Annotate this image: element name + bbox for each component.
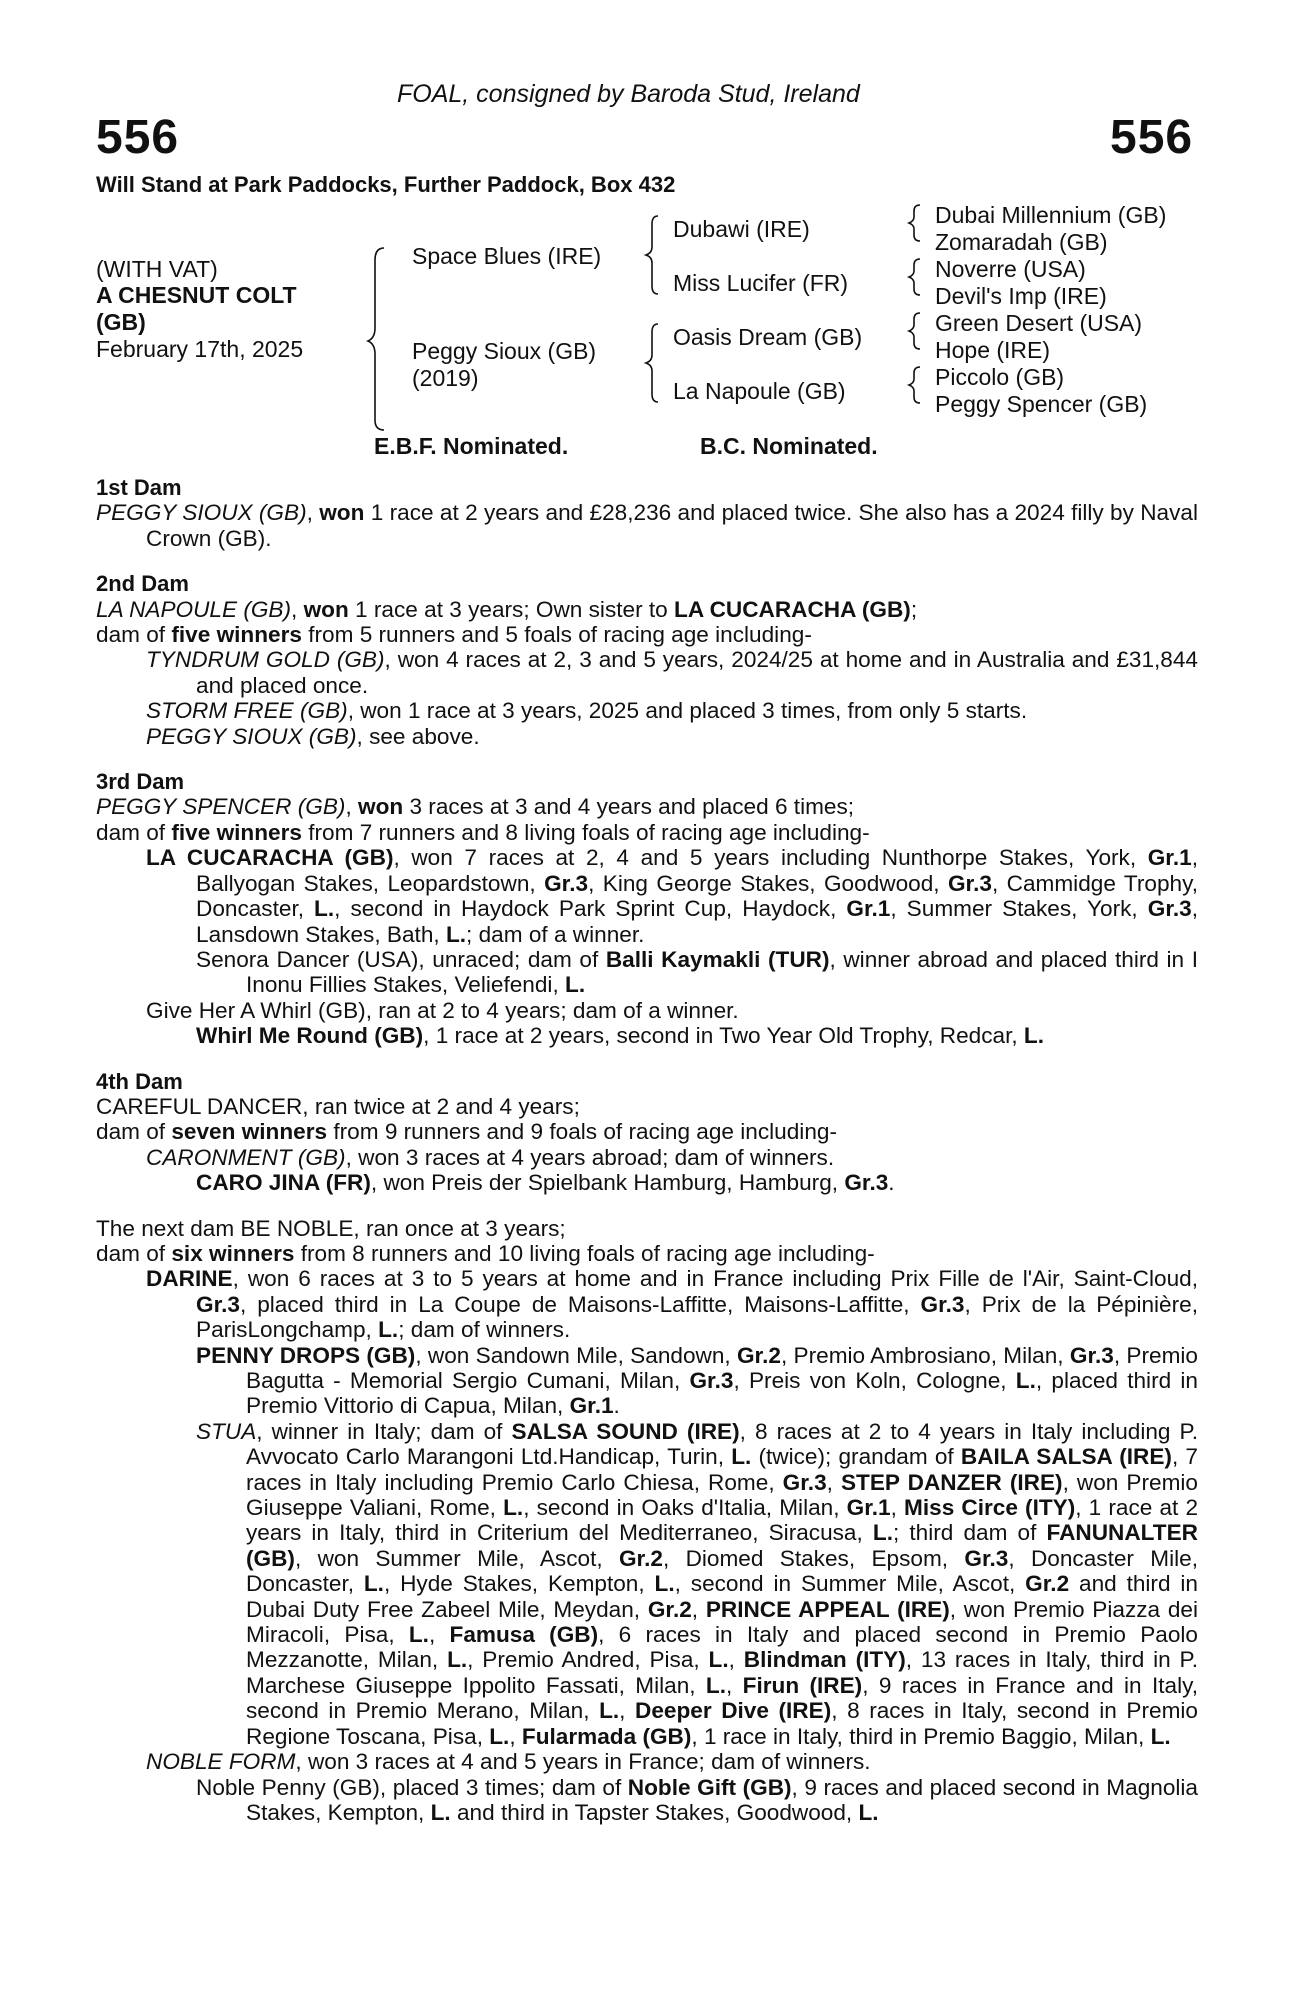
grade-label: L. <box>1015 1368 1036 1393</box>
grade-label: L. <box>408 1622 429 1648</box>
entry-text: , 7 races in Italy including Premio Carlo Chiesa, Rome, <box>246 1444 1198 1495</box>
entry-text: dam of <box>96 819 172 845</box>
produce-entry <box>96 1266 1198 1342</box>
won-label: won <box>358 794 404 820</box>
grade-label: Gr.3 <box>964 1545 1009 1571</box>
entry-text: . <box>888 1170 895 1196</box>
grade-label: Gr.3 <box>947 870 992 896</box>
entry-text: , 6 races in Italy and placed second in Premio Paolo Mezzanotte, Milan, <box>246 1622 1198 1673</box>
grade-label: L. <box>858 1799 879 1825</box>
horse-name: PENNY DROPS (GB) <box>196 1342 416 1368</box>
grade-label: Gr.3 <box>196 1291 240 1317</box>
produce-entry <box>96 1419 1198 1749</box>
grade-label: Gr.3 <box>1147 896 1192 922</box>
second-dam-heading: 2nd Dam <box>96 571 189 597</box>
entry-text: , won Premio Piazza dei Miracoli, Pisa, <box>246 1596 1198 1648</box>
consignment-line: FOAL, consigned by Baroda Stud, Ireland <box>397 80 860 108</box>
gen3-name-2: Zomaradah (GB) <box>935 229 1108 255</box>
ebf-nomination: E.B.F. Nominated. <box>374 433 569 459</box>
grade-label: Gr.3 <box>1069 1342 1114 1368</box>
entry-text: and third in Dubai Duty Free Zabeel Mile, Meydan, <box>246 1571 1198 1622</box>
entry-text: , <box>726 1672 743 1698</box>
grade-label: L. <box>872 1520 893 1546</box>
grade-label: L. <box>599 1698 620 1724</box>
bracket-dam <box>646 324 658 402</box>
grade-label: Gr.3 <box>782 1469 827 1495</box>
horse-name: Miss Circe (ITY) <box>904 1495 1076 1521</box>
horse-name: PEGGY SIOUX (GB) <box>96 500 307 526</box>
entry-text: , 1 race in Italy, third in Premio Baggio, Milan, <box>691 1723 1151 1749</box>
grade-label: L. <box>708 1647 729 1673</box>
grade-label: L. <box>489 1723 510 1749</box>
entry-text: , second in Haydock Park Sprint Cup, Haydock, <box>334 896 847 922</box>
horse-name: BAILA SALSA (IRE) <box>960 1444 1172 1470</box>
entry-text: , won 3 races at 4 years abroad; dam of winners. <box>345 1144 835 1170</box>
fourth-dam-entry: CAREFUL DANCER, ran twice at 2 and 4 years; <box>96 1093 580 1119</box>
first-dam-heading: 1st Dam <box>96 475 182 500</box>
horse-name: PEGGY SPENCER (GB) <box>96 794 346 820</box>
entry-text: . <box>613 1393 620 1419</box>
gen3-name-5: Green Desert (USA) <box>935 310 1143 336</box>
bracket-g4 <box>909 367 920 403</box>
entry-text: , Doncaster Mile, Doncaster, <box>246 1545 1198 1597</box>
third-dam-heading: 3rd Dam <box>96 769 185 795</box>
entry-text: from 8 runners and 10 living foals of racing age including- <box>294 1240 875 1266</box>
produce-entry <box>96 1749 1198 1774</box>
entry-text: Noble Penny (GB), placed 3 times; dam of <box>196 1774 628 1800</box>
produce-entry <box>96 1775 1198 1826</box>
entry-text: Senora Dancer (USA), unraced; dam of <box>196 946 606 972</box>
horse-name: LA CUCARACHA (GB) <box>674 596 911 622</box>
grade-label: L. <box>565 972 586 998</box>
entry-text: , winner abroad and placed third in I Inonu Fillies Stakes, Veliefendi, <box>246 946 1199 998</box>
entry-text: ; third dam of <box>893 1520 1047 1546</box>
first-dam-section <box>96 475 1198 551</box>
grade-label: Gr.3 <box>689 1368 734 1393</box>
next-dam-entry: The next dam BE NOBLE, ran once at 3 years; <box>96 1215 566 1241</box>
produce-summary <box>96 622 1198 647</box>
produce-entry <box>96 845 1198 947</box>
grade-label: L. <box>445 921 467 947</box>
entry-text: , 1 race at 2 years, second in Two Year Old Trophy, Redcar, <box>423 1023 1024 1049</box>
horse-name: PRINCE APPEAL (IRE) <box>705 1596 950 1622</box>
grade-label: L. <box>1150 1723 1171 1749</box>
gen3-name-4: Devil's Imp (IRE) <box>935 283 1107 309</box>
grade-label: L. <box>503 1495 524 1521</box>
entry-text: , second in Oaks d'Italia, Milan, <box>523 1495 847 1521</box>
dam-dam-name: La Napoule (GB) <box>673 378 846 404</box>
grade-label: L. <box>430 1799 451 1825</box>
second-dam-section <box>96 571 1198 749</box>
grade-label: Gr.1 <box>569 1393 614 1419</box>
grade-label: Gr.1 <box>1147 845 1192 871</box>
entry-text: dam of <box>96 1240 172 1266</box>
bracket-g2 <box>909 259 920 295</box>
grade-label: L. <box>705 1672 727 1698</box>
grade-label: Gr.3 <box>544 870 589 896</box>
entry-text: from 7 runners and 8 living foals of racing age including- <box>301 819 870 845</box>
horse-name: STORM FREE (GB) <box>146 698 348 724</box>
grade-label: Gr.2 <box>1025 1571 1070 1597</box>
grade-label: Gr.2 <box>647 1596 692 1622</box>
entry-text: , 9 races in France and in Italy, second in Premio Merano, Milan, <box>246 1672 1198 1724</box>
horse-name: NOBLE FORM <box>146 1749 296 1775</box>
grade-label: L. <box>1023 1023 1044 1049</box>
entry-text: , Prix de la Pépinière, ParisLongchamp, <box>196 1291 1198 1343</box>
entry-text: , Premio Andred, Pisa, <box>467 1647 709 1673</box>
entry-text: , won Sandown Mile, Sandown, <box>415 1342 737 1368</box>
grade-label: Gr.2 <box>618 1545 663 1571</box>
gen3-name-6: Hope (IRE) <box>935 337 1051 363</box>
bracket-sire <box>646 216 658 294</box>
entry-text: , <box>509 1723 522 1749</box>
grade-label: L. <box>731 1444 752 1470</box>
entry-text: , <box>619 1698 636 1724</box>
horse-name: LA CUCARACHA (GB) <box>146 845 394 871</box>
bracket-generation-1 <box>368 248 384 430</box>
sire-sire-name: Dubawi (IRE) <box>673 216 810 242</box>
entry-text: , Cammidge Trophy, Doncaster, <box>196 870 1198 922</box>
fourth-dam-section <box>96 1069 1198 1196</box>
winners-count: seven winners <box>171 1119 328 1145</box>
dam-name: Peggy Sioux (GB) <box>412 338 597 364</box>
entry-text: (twice); grandam of <box>751 1444 961 1470</box>
entry-text: , won 6 races at 3 to 5 years at home and in France including Prix Fille de l'Air, Saint-Cloud, <box>232 1266 1198 1292</box>
entry-text: , Summer Stakes, York, <box>890 896 1148 922</box>
entry-text: , <box>826 1469 841 1495</box>
entry-text: Give Her A Whirl (GB), ran at 2 to 4 years; dam of a winner. <box>146 997 739 1023</box>
entry-text: , placed third in Premio Vittorio di Capua, Milan, <box>246 1368 1198 1419</box>
produce-summary <box>96 1119 1198 1144</box>
sire-dam-name: Miss Lucifer (FR) <box>673 270 849 296</box>
entry-text: , Preis von Koln, Cologne, <box>733 1368 1016 1393</box>
stand-location: Will Stand at Park Paddocks, Further Paddock, Box 432 <box>96 172 676 197</box>
entry-text: , Premio Ambrosiano, Milan, <box>780 1342 1070 1368</box>
third-dam-section <box>96 769 1198 1048</box>
bracket-g1 <box>909 205 920 241</box>
entry-text: , Diomed Stakes, Epsom, <box>662 1545 965 1571</box>
entry-text: , 8 races at 2 to 4 years in Italy including P. Avvocato Carlo Marangoni Ltd.Handicap, Turin, <box>246 1418 1198 1470</box>
entry-text: and third in Tapster Stakes, Goodwood, <box>450 1799 859 1825</box>
horse-name: STEP DANZER (IRE) <box>840 1469 1063 1495</box>
produce-entry <box>96 1023 1198 1048</box>
winners-count: five winners <box>171 622 302 648</box>
entry-text: ; dam of a winner. <box>466 921 645 947</box>
lot-name-line2: (GB) <box>96 309 146 335</box>
horse-name: CARONMENT (GB) <box>146 1144 346 1170</box>
produce-entry <box>96 647 1198 698</box>
entry-text: , won Summer Mile, Ascot, <box>294 1545 619 1571</box>
entry-text: , Lansdown Stakes, Bath, <box>196 896 1198 947</box>
produce-entry <box>96 998 1198 1023</box>
won-label: won <box>303 596 349 622</box>
entry-text: dam of <box>96 622 172 648</box>
bracket-g3 <box>909 313 920 349</box>
grade-label: L. <box>314 896 335 922</box>
entry-text: , <box>890 1495 905 1521</box>
entry-text: , won 4 races at 2, 3 and 5 years, 2024/25 at home and in Australia and £31,844 and placed once. <box>196 647 1198 698</box>
winners-count: five winners <box>171 819 302 845</box>
horse-name: CARO JINA (FR) <box>196 1170 371 1196</box>
winners-count: six winners <box>171 1240 295 1266</box>
entry-text: , second in Summer Mile, Ascot, <box>674 1571 1026 1597</box>
dam-year: (2019) <box>412 365 479 391</box>
entry-text: from 9 runners and 9 foals of racing age including- <box>327 1119 837 1145</box>
entry-text: , <box>428 1622 450 1648</box>
entry-text: , see above. <box>356 723 480 749</box>
entry-text: , won 1 race at 3 years, 2025 and placed 3 times, from only 5 starts. <box>347 698 1028 724</box>
horse-name: SALSA SOUND (IRE) <box>511 1418 740 1444</box>
fourth-dam-heading: 4th Dam <box>96 1068 183 1094</box>
horse-name: DARINE <box>146 1266 233 1292</box>
won-label: won <box>319 500 365 526</box>
entry-text: 3 races at 3 and 4 years and placed 6 times; <box>403 794 855 820</box>
entry-text: , King George Stakes, Goodwood, <box>588 870 948 896</box>
entry-text: , won Preis der Spielbank Hamburg, Hamburg, <box>370 1170 845 1196</box>
produce-entry <box>96 1170 1198 1195</box>
entry-text: from 5 runners and 5 foals of racing age including- <box>301 622 812 648</box>
first-dam-entry: PEGGY SIOUX (GB), won 1 race at 2 years and £28,236 and placed twice. She also has a 2024 filly by Naval Crown (GB). <box>96 500 1198 551</box>
grade-label: L. <box>654 1571 675 1597</box>
entry-text: , 1 race at 2 years in Italy, third in Criterium del Mediterraneo, Siracusa, <box>246 1495 1199 1546</box>
foaling-date: February 17th, 2025 <box>96 336 304 362</box>
produce-entry <box>96 1343 1198 1419</box>
entry-text: , Hyde Stakes, Kempton, <box>383 1571 655 1597</box>
entry-text: , Ballyogan Stakes, Leopardstown, <box>196 845 1198 896</box>
grade-label: Gr.2 <box>736 1342 781 1368</box>
catalogue-body <box>96 475 1198 1825</box>
gen3-name-8: Peggy Spencer (GB) <box>935 391 1148 417</box>
lot-name-line1: A CHESNUT COLT <box>96 282 297 308</box>
entry-text: 1 race at 2 years and £28,236 and placed twice. She also has a 2024 filly by Naval Crown (GB). <box>146 500 1198 551</box>
entry-text: , <box>691 1596 706 1622</box>
horse-name: Fularmada (GB) <box>521 1723 692 1749</box>
grade-label: L. <box>363 1571 384 1597</box>
entry-text: , winner in Italy; dam of <box>256 1418 512 1444</box>
entry-text: ; <box>910 596 918 622</box>
lot-number-left: 556 <box>96 111 180 164</box>
produce-entry <box>96 1145 1198 1170</box>
dam-sire-name: Oasis Dream (GB) <box>673 324 863 350</box>
entry-text: dam of <box>96 1119 172 1145</box>
horse-name: STUA <box>196 1418 257 1444</box>
grade-label: Gr.1 <box>846 1495 891 1521</box>
produce-summary <box>96 820 1198 845</box>
grade-label: Gr.3 <box>844 1170 889 1196</box>
entry-text: , placed third in La Coupe de Maisons-Laffitte, Maisons-Laffitte, <box>239 1291 921 1317</box>
horse-name: Blindman (ITY) <box>743 1647 906 1673</box>
entry-text: , 9 races and placed second in Magnolia Stakes, Kempton, <box>246 1774 1198 1825</box>
horse-name: FANUNALTER (GB) <box>246 1520 1198 1571</box>
grade-label: L. <box>447 1647 468 1673</box>
produce-entry <box>96 698 1198 723</box>
horse-name: Balli Kaymakli (TUR) <box>605 946 830 972</box>
entry-text: , won Premio Giuseppe Valiani, Rome, <box>246 1469 1198 1521</box>
lot-number-right: 556 <box>1110 111 1194 164</box>
horse-name: Whirl Me Round (GB) <box>196 1023 424 1049</box>
produce-entry <box>96 724 1198 749</box>
third-dam-entry: PEGGY SPENCER (GB), won 3 races at 3 and 4 years and placed 6 times; <box>96 794 855 820</box>
horse-name: LA NAPOULE (GB) <box>96 596 292 622</box>
entry-text: , <box>728 1647 744 1673</box>
entry-text: ; dam of winners. <box>398 1317 571 1343</box>
produce-summary <box>96 1241 1198 1266</box>
vat-note: (WITH VAT) <box>96 256 218 282</box>
next-dam-section <box>96 1216 1198 1826</box>
gen3-name-7: Piccolo (GB) <box>935 364 1065 390</box>
gen3-name-1: Dubai Millennium (GB) <box>935 202 1167 228</box>
gen3-name-3: Noverre (USA) <box>935 256 1086 282</box>
produce-entry <box>96 947 1198 998</box>
grade-label: Gr.3 <box>920 1291 965 1317</box>
horse-name: Famusa (GB) <box>449 1622 599 1648</box>
entry-text: , 13 races in Italy, third in P. Marchese Giuseppe Ippolito Fassati, Milan, <box>246 1647 1198 1698</box>
entry-text: , Premio Bagutta - Memorial Sergio Cumani, Milan, <box>246 1342 1198 1393</box>
horse-name: Firun (IRE) <box>742 1672 863 1698</box>
second-dam-entry: LA NAPOULE (GB), won 1 race at 3 years; Own sister to LA CUCARACHA (GB); <box>96 596 918 622</box>
sire-name: Space Blues (IRE) <box>412 243 602 269</box>
horse-name: Noble Gift (GB) <box>627 1774 792 1800</box>
entry-text: , won 7 races at 2, 4 and 5 years including Nunthorpe Stakes, York, <box>393 845 1148 871</box>
grade-label: Gr.1 <box>846 896 891 922</box>
horse-name: PEGGY SIOUX (GB) <box>146 723 357 749</box>
horse-name: Deeper Dive (IRE) <box>635 1698 832 1724</box>
entry-text: , won 3 races at 4 and 5 years in France; dam of winners. <box>295 1749 871 1775</box>
horse-name: TYNDRUM GOLD (GB) <box>146 647 385 673</box>
grade-label: L. <box>378 1317 399 1343</box>
entry-text: , 8 races in Italy, second in Premio Regione Toscana, Pisa, <box>246 1698 1198 1749</box>
bc-nomination: B.C. Nominated. <box>700 433 878 459</box>
entry-text: 1 race at 3 years; Own sister to <box>348 596 675 622</box>
